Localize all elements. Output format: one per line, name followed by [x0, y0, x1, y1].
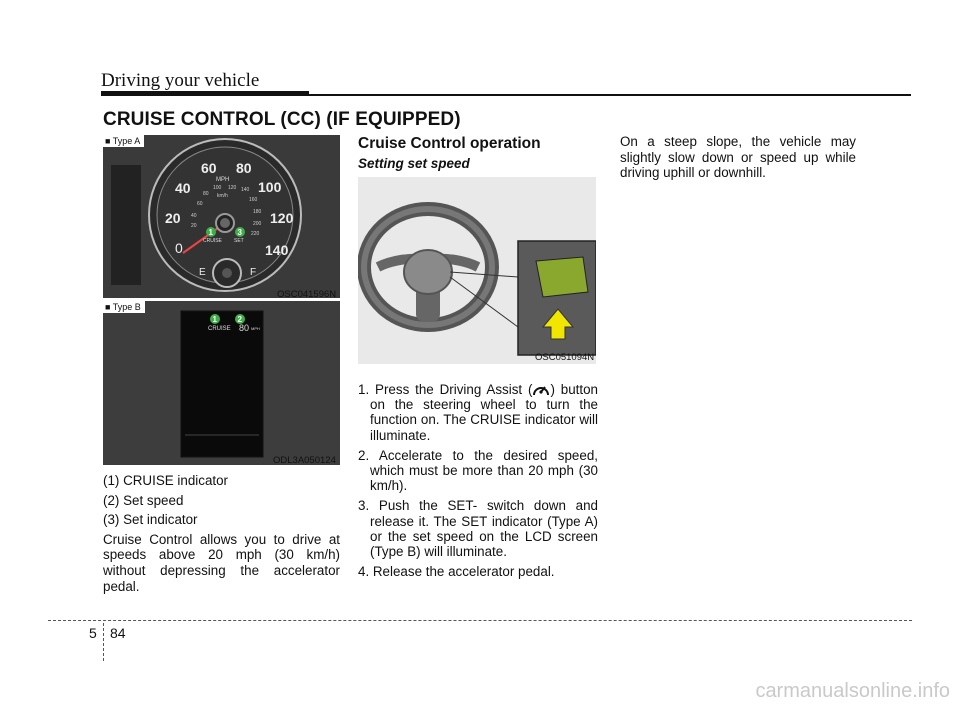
footer-divider [48, 620, 912, 621]
inner-unit: km/h [217, 193, 228, 199]
figure-steering-code: OSC051094N [535, 352, 595, 363]
lcd-cruise-text: CRUISE [208, 326, 231, 332]
tick-20: 20 [165, 210, 181, 226]
inner-tick-100: 100 [213, 185, 222, 191]
step-1-post: ) button on the steering wheel to turn the function on. The CRUISE indicator will illuminate. [370, 382, 598, 443]
step-1-pre: 1. Press the Driving Assist ( [358, 382, 533, 397]
driving-assist-icon [532, 382, 550, 397]
watermark: carmanualsonline.info [755, 680, 950, 702]
lcd-illustration [103, 301, 340, 465]
callout-2-label-b: 2 [237, 315, 242, 324]
tick-120: 120 [270, 210, 294, 226]
figure-type-b-code: ODL3A050124 [273, 455, 336, 466]
legend-item-3: (3) Set indicator [103, 512, 198, 528]
lcd-set-speed: 80 [239, 323, 250, 333]
header-rule [101, 91, 309, 96]
inner-tick-140: 140 [241, 187, 250, 193]
footer-vertical-divider [103, 623, 104, 661]
steering-wheel-illustration [358, 177, 596, 364]
inner-tick-220: 220 [251, 231, 260, 237]
tick-140: 140 [265, 242, 289, 258]
inner-tick-180: 180 [253, 209, 262, 215]
callout-1-label-b: 1 [212, 315, 217, 324]
figure-type-b-label: ■ Type B [103, 301, 145, 313]
inner-tick-60: 60 [197, 201, 203, 207]
cruise-indicator-text: CRUISE [203, 238, 222, 244]
step-2: 2. Accelerate to the desired speed, which must be more than 20 mph (30 km/h). [358, 447, 598, 494]
inner-tick-160: 160 [249, 197, 258, 203]
instrument-cluster-illustration [103, 135, 340, 298]
footer-page-number: 84 [110, 625, 126, 641]
intro-paragraph: Cruise Control allows you to drive at speeds above 20 mph (30 km/h) without depressing the accelerator pedal. [103, 531, 340, 594]
fuel-f: F [250, 267, 257, 278]
fuel-e: E [199, 267, 206, 278]
left-column [103, 473, 340, 599]
tick-0: 0 [175, 240, 183, 256]
right-column [620, 134, 856, 186]
callout-1-label: 1 [208, 228, 213, 237]
tick-60: 60 [201, 160, 217, 176]
lcd-set-unit: MPH [251, 326, 260, 331]
operation-heading: Cruise Control operation [358, 135, 541, 152]
step-1 [358, 382, 598, 443]
figure-steering-wheel [358, 177, 596, 364]
figure-type-b [103, 301, 340, 465]
callout-3-label: 3 [237, 228, 242, 237]
tick-100: 100 [258, 179, 282, 195]
header-title: Driving your vehicle [101, 70, 260, 91]
header-rule-thin [309, 94, 911, 96]
inner-tick-200: 200 [253, 221, 262, 227]
slope-note: On a steep slope, the vehicle may slightly slow down or speed up while driving uphill or downhill. [620, 134, 856, 181]
inner-tick-80: 80 [203, 191, 209, 197]
figure-type-a-code: OSC041596N [277, 289, 337, 300]
speed-unit: MPH [216, 177, 230, 183]
section-title: CRUISE CONTROL (CC) (IF EQUIPPED) [103, 109, 461, 130]
inner-tick-40: 40 [191, 213, 197, 219]
setting-subheading: Setting set speed [358, 156, 470, 171]
steps-list [358, 382, 598, 584]
legend-item-2: (2) Set speed [103, 492, 184, 508]
step-4: 4. Release the accelerator pedal. [358, 564, 555, 580]
figure-type-a [103, 135, 340, 298]
step-3: 3. Push the SET- switch down and release it. The SET indicator (Type A) or the set speed on the LCD screen (Type B) will illuminate. [358, 498, 598, 560]
figure-type-a-label: ■ Type A [103, 135, 144, 147]
tick-80: 80 [236, 160, 252, 176]
inner-tick-120: 120 [228, 185, 237, 191]
footer-section-number: 5 [89, 625, 97, 641]
inner-tick-20: 20 [191, 223, 197, 229]
tick-40: 40 [175, 180, 191, 196]
legend-item-1: (1) CRUISE indicator [103, 473, 229, 488]
set-indicator-text: SET [234, 238, 244, 244]
